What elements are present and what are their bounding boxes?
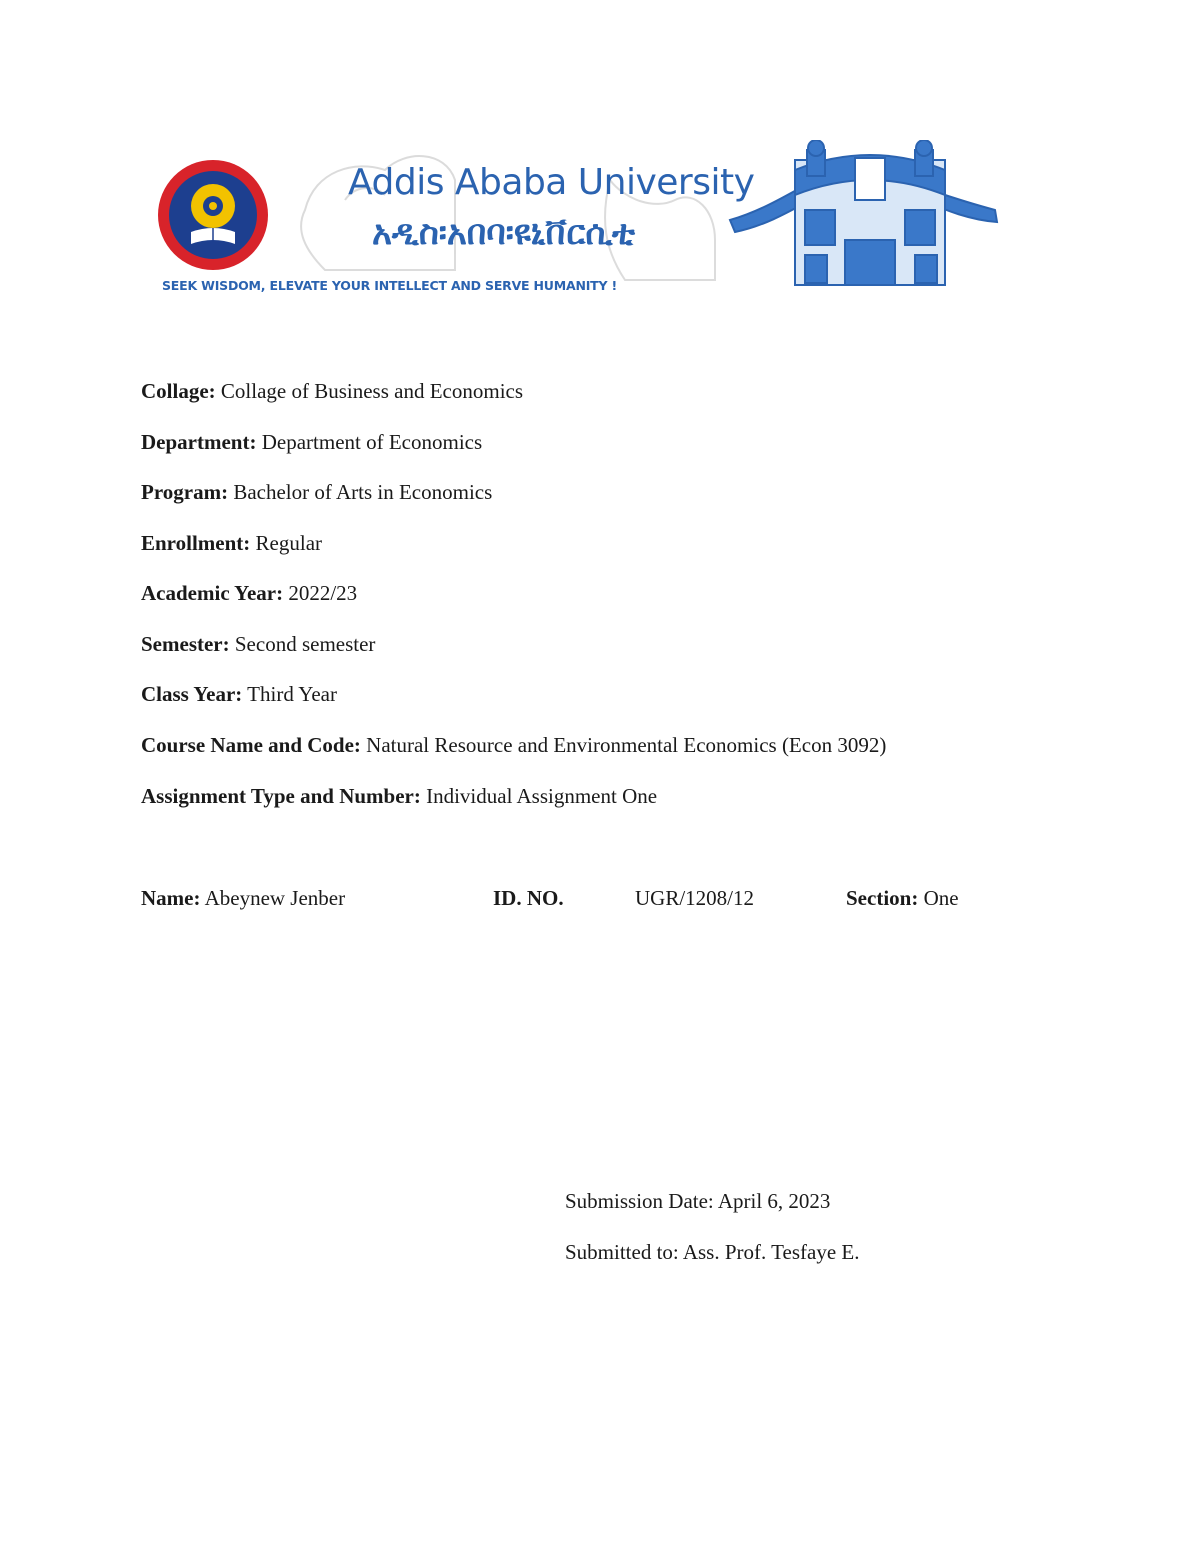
semester-line [141, 634, 375, 655]
class-year-label: Class Year: [141, 682, 243, 706]
academic-year-value: 2022/23 [288, 581, 358, 605]
class-year-value: Third Year [247, 682, 337, 706]
id-label: ID. NO. [493, 886, 564, 910]
assignment-line [141, 786, 657, 807]
department-value: Department of Economics [261, 430, 483, 454]
university-seal-logo [158, 160, 268, 270]
submission-date: Submission Date: April 6, 2023 [565, 1189, 831, 1213]
semester-value: Second semester [234, 632, 376, 656]
university-building-image [730, 140, 997, 285]
enrollment-label: Enrollment: [141, 531, 251, 555]
program-line [141, 482, 492, 503]
submitted-to: Submitted to: Ass. Prof. Tesfaye E. [565, 1240, 860, 1264]
name-label: Name: [141, 886, 201, 910]
university-name: Addis Ababa University [348, 162, 755, 203]
section-value: One [923, 886, 959, 910]
university-motto: SEEK WISDOM, ELEVATE YOUR INTELLECT AND SERVE HUMANITY ! [162, 278, 618, 293]
assignment-label: Assignment Type and Number: [141, 784, 421, 808]
enrollment-line [141, 533, 322, 554]
department-label: Department: [141, 430, 257, 454]
semester-label: Semester: [141, 632, 230, 656]
academic-year-line [141, 583, 357, 604]
academic-year-label: Academic Year: [141, 581, 284, 605]
assignment-value: Individual Assignment One [426, 784, 658, 808]
section-label: Section: [846, 886, 919, 910]
program-label: Program: [141, 480, 229, 504]
course-label: Course Name and Code: [141, 733, 361, 757]
class-year-line [141, 684, 337, 705]
university-name-amharic: አዲስ፡አበባ፡ዩኒቨርሲቲ [372, 213, 635, 253]
collage-line [141, 381, 523, 402]
student-section [846, 888, 959, 909]
enrollment-value: Regular [255, 531, 323, 555]
id-value: UGR/1208/12 [635, 886, 755, 910]
collage-label: Collage: [141, 379, 216, 403]
program-value: Bachelor of Arts in Economics [233, 480, 493, 504]
student-name [141, 888, 345, 909]
collage-value: Collage of Business and Economics [220, 379, 524, 403]
course-value: Natural Resource and Environmental Economics (Econ 3092) [366, 733, 887, 757]
name-value: Abeynew Jenber [204, 886, 346, 910]
course-line [141, 735, 886, 756]
department-line [141, 432, 482, 453]
